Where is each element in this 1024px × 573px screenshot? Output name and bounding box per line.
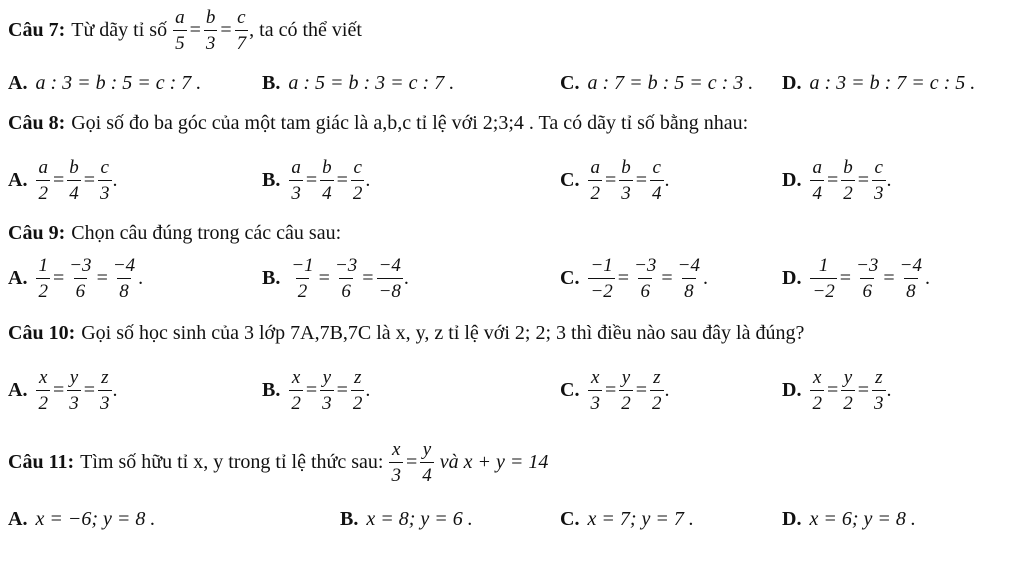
fraction: $\frac{a}{5}$ <box>175 7 185 54</box>
fraction: $\frac{x}{2}$ <box>291 367 301 414</box>
fraction: $\frac{a}{2}$ <box>38 157 48 204</box>
option-label: B. <box>262 379 281 401</box>
fraction: $\frac{-3}{6}$ <box>634 255 657 302</box>
fraction: $\frac{y}{2}$ <box>621 367 631 414</box>
option-d: D. a : 3 = b : 7 = c : 5 . <box>782 72 976 94</box>
option-label: A. <box>8 379 28 401</box>
option-b: B. $\frac{-1}{2}$ = $\frac{-3}{6}$ = $\frac{-4}{-8}$ . <box>262 255 409 302</box>
question-8 <box>8 112 748 135</box>
question-text: Gọi số học sinh của 3 lớp 7A,7B,7C là x, y, z tỉ lệ với 2; 2; 3 thì điều nào sau đây là đúng? <box>81 322 805 344</box>
fraction: $\frac{x}{3}$ <box>391 439 401 486</box>
option-label: C. <box>560 169 580 191</box>
question-10 <box>8 322 804 345</box>
fraction: $\frac{x}{2}$ <box>38 367 48 414</box>
option-label: D. <box>782 169 802 191</box>
option-a: A. $\frac{x}{2}$ = $\frac{y}{3}$ = $\frac{z}{3}$ . <box>8 367 118 414</box>
option-label: B. <box>262 267 281 289</box>
fraction: $\frac{-4}{8}$ <box>677 255 700 302</box>
fraction: $\frac{-3}{6}$ <box>334 255 358 302</box>
fraction: $\frac{c}{2}$ <box>352 157 363 204</box>
option-b: B. a : 5 = b : 3 = c : 7 . <box>262 72 455 94</box>
fraction: $\frac{c}{3}$ <box>874 157 884 204</box>
option-label: A. <box>8 169 28 191</box>
fraction: $\frac{c}{4}$ <box>652 157 662 204</box>
option-label: C. <box>560 379 580 401</box>
option-b: B. $\frac{a}{3}$ = $\frac{b}{4}$ = $\frac{c}{2}$ . <box>262 157 371 204</box>
fraction: $\frac{a}{2}$ <box>590 157 600 204</box>
fraction: $\frac{a}{4}$ <box>812 157 822 204</box>
question-label: Câu 10: <box>8 322 76 344</box>
fraction: $\frac{z}{2}$ <box>652 367 662 414</box>
option-a: A. a : 3 = b : 5 = c : 7 . <box>8 72 202 94</box>
option-a: A. x = −6; y = 8 . <box>8 508 156 530</box>
fraction: $\frac{-3}{6}$ <box>856 255 879 302</box>
fraction: $\frac{c}{3}$ <box>100 157 110 204</box>
option-a: A. $\frac{1}{2}$ = $\frac{-3}{6}$ = $\frac{-4}{8}$ . <box>8 255 144 302</box>
question-text: , ta có thể viết <box>249 19 362 41</box>
question-text: và x + y = 14 <box>439 451 549 473</box>
option-b: B. $\frac{x}{2}$ = $\frac{y}{3}$ = $\frac{z}{2}$ . <box>262 367 371 414</box>
fraction: $\frac{z}{3}$ <box>874 367 884 414</box>
fraction: $\frac{b}{3}$ <box>621 157 631 204</box>
fraction: $\frac{1}{2}$ <box>38 255 48 302</box>
fraction: $\frac{b}{2}$ <box>843 157 853 204</box>
fraction: $\frac{z}{3}$ <box>100 367 110 414</box>
fraction: $\frac{b}{4}$ <box>322 157 332 204</box>
fraction: $\frac{a}{3}$ <box>291 157 301 204</box>
question-label: Câu 8: <box>8 112 66 134</box>
fraction: $\frac{x}{2}$ <box>812 367 822 414</box>
question-label: Câu 7: <box>8 19 66 41</box>
question-7: Câu 7: Từ dãy tỉ số $\frac{a}{5}$ = $\frac{b}{3}$ = $\frac{c}{7}$ , ta có thể viết <box>8 7 362 54</box>
option-c: C. $\frac{x}{3}$ = $\frac{y}{2}$ = $\frac{z}{2}$ . <box>560 367 670 414</box>
option-label: C. <box>560 267 580 289</box>
fraction: $\frac{z}{2}$ <box>352 367 363 414</box>
question-11: Câu 11: Tìm số hữu tỉ x, y trong tỉ lệ thức sau: $\frac{x}{3}$ = $\frac{y}{4}$ và x + y = 14 <box>8 439 549 486</box>
option-a: A. $\frac{a}{2}$ = $\frac{b}{4}$ = $\frac{c}{3}$ . <box>8 157 118 204</box>
option-label: B. <box>262 169 281 191</box>
fraction: $\frac{-4}{8}$ <box>899 255 922 302</box>
fraction: $\frac{b}{3}$ <box>205 7 216 54</box>
option-d: D. x = 6; y = 8 . <box>782 508 916 530</box>
question-text: Gọi số đo ba góc của một tam giác là a,b,c tỉ lệ với 2;3;4 . Ta có dãy tỉ số bằng nhau: <box>71 112 749 134</box>
fraction: $\frac{y}{2}$ <box>843 367 853 414</box>
option-label: D. <box>782 379 802 401</box>
fraction: $\frac{-4}{-8}$ <box>378 255 401 302</box>
fraction: $\frac{c}{7}$ <box>236 7 247 54</box>
question-9 <box>8 222 341 245</box>
fraction: $\frac{x}{3}$ <box>590 367 600 414</box>
option-c: C. x = 7; y = 7 . <box>560 508 694 530</box>
question-text: Từ dãy tỉ số <box>71 19 168 41</box>
fraction: $\frac{-3}{6}$ <box>69 255 92 302</box>
fraction: $\frac{-4}{8}$ <box>112 255 136 302</box>
option-label: D. <box>782 267 802 289</box>
fraction: $\frac{-1}{-2}$ <box>590 255 613 302</box>
question-text: Chọn câu đúng trong các câu sau: <box>71 222 342 244</box>
option-c: C. $\frac{-1}{-2}$ = $\frac{-3}{6}$ = $\frac{-4}{8}$ . <box>560 255 708 302</box>
option-d: D. $\frac{a}{4}$ = $\frac{b}{2}$ = $\frac{c}{3}$ . <box>782 157 892 204</box>
question-label: Câu 11: <box>8 451 75 473</box>
option-b: B. x = 8; y = 6 . <box>340 508 473 530</box>
fraction: $\frac{-1}{2}$ <box>291 255 314 302</box>
fraction: $\frac{b}{4}$ <box>69 157 79 204</box>
option-d: D. $\frac{1}{-2}$ = $\frac{-3}{6}$ = $\frac{-4}{8}$ . <box>782 255 930 302</box>
fraction: $\frac{y}{3}$ <box>69 367 79 414</box>
fraction: $\frac{y}{3}$ <box>322 367 332 414</box>
option-d: D. $\frac{x}{2}$ = $\frac{y}{2}$ = $\frac{z}{3}$ . <box>782 367 892 414</box>
fraction: $\frac{y}{4}$ <box>422 439 432 486</box>
option-c: C. a : 7 = b : 5 = c : 3 . <box>560 72 754 94</box>
question-text: Tìm số hữu tỉ x, y trong tỉ lệ thức sau: <box>80 451 384 473</box>
question-label: Câu 9: <box>8 222 66 244</box>
fraction: $\frac{1}{-2}$ <box>812 255 835 302</box>
option-label: A. <box>8 267 28 289</box>
option-c: C. $\frac{a}{2}$ = $\frac{b}{3}$ = $\frac{c}{4}$ . <box>560 157 670 204</box>
